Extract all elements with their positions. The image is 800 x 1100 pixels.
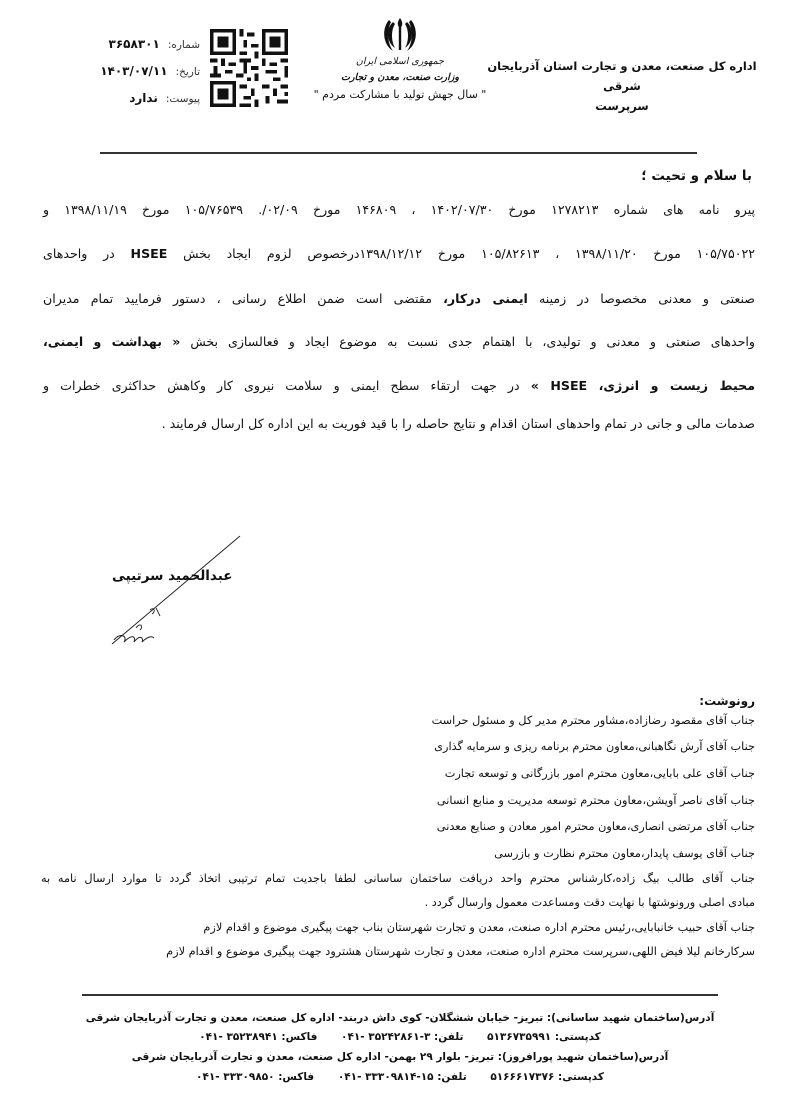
letter-date-value: ۱۴۰۳/۰۷/۱۱ [100, 64, 168, 78]
body-bold-text: محیط زیست و انرژی، HSEE » [530, 378, 755, 393]
body-line [43, 288, 755, 310]
letter-attachment-label: پیوست: [165, 93, 200, 105]
body-line [43, 199, 755, 221]
cc-item: جناب آقای حبیب خانبابایی،رئیس محترم اداره صنعت، معدن و تجارت شهرستان بناب جهت پیگیری موضوع و اقدام لازم [203, 921, 755, 934]
cc-item: جناب آقای علی بابایی،معاون محترم امور بازرگانی و توسعه تجارت [444, 767, 755, 780]
cc-item: مبادی اصلی ورونوشتها با نهایت دقت ومساعدت معمول وارسال گردد . [424, 896, 755, 909]
letter-number-value: ۳۶۵۸۳۰۱ [108, 37, 160, 51]
iran-emblem-icon [383, 14, 417, 54]
body-text: واحدهای صنعتی و معدنی و تولیدی، با اهتمام جدی نسبت به موضوع ایجاد و فعالسازی بخش [180, 334, 756, 349]
footer-address-2: آدرس(ساختمان شهید پورافروز): تبریز- بلوار ۲۹ بهمن- اداره کل صنعت، معدن و تجارت آذربایجان شرقی [131, 1051, 669, 1063]
emblem-country-text: جمهوری اسلامی ایران [355, 56, 445, 67]
body-bold-text: HSEE [130, 246, 168, 261]
cc-item: جناب آقای آرش نگاهبانی،معاون محترم برنامه ریزی و سرمایه گذاری [434, 740, 755, 753]
letter-date-row [60, 64, 200, 86]
body-text: صدمات مالی و جانی در تمام واحدهای استان اقدام و نتایج حاصله را با قید فوریت به این اداره کل ارسال فرمایند . [161, 416, 755, 431]
footer-contact-2 [60, 1068, 740, 1086]
organization-name: اداره کل صنعت، معدن و تجارت استان آذربایجان شرقی [487, 59, 757, 93]
cc-item: جناب آقای یوسف پایدار،معاون محترم نظارت و بازرسی [494, 847, 755, 860]
letter-date-label: تاریخ: [175, 66, 200, 78]
body-line [43, 375, 755, 397]
footer-phone-1: تلفن: ۳-۳۵۲۴۲۸۶۱ -۰۴۱ [341, 1031, 464, 1043]
salutation: با سلام و تحیت ؛ [641, 168, 752, 184]
body-bold-text: « بهداشت و ایمنی، [43, 334, 181, 349]
body-text: ۱۰۵/۷۵۰۲۲ مورخ ۱۳۹۸/۱۱/۲۰ ، ۱۰۵/۸۲۶۱۳ مورخ ۱۳۹۸/۱۲/۱۲درخصوص لزوم ایجاد بخش [167, 246, 755, 261]
letter-number-row [60, 37, 200, 59]
body-line [43, 413, 755, 435]
qr-code-icon [208, 29, 290, 107]
letter-attachment-row [60, 91, 200, 113]
cc-item: جناب آقای ناصر آویشن،معاون محترم توسعه مدیریت و منابع انسانی [436, 794, 755, 807]
body-line [43, 331, 755, 353]
footer-postal-2: کدپستی: ۵۱۶۶۶۱۷۳۷۶ [490, 1071, 604, 1083]
cc-item: جناب آقای طالب بیگ زاده،کارشناس محترم واحد دریافت ساختمان ساسانی لطفا باجدیت تمام ترتیبی اتخاذ گردد تا موارد ارسال نامه به [41, 872, 755, 885]
handwritten-signature [110, 532, 250, 652]
header-divider [100, 152, 697, 154]
letter-attachment-value: ندارد [129, 91, 158, 105]
year-slogan: " سال جهش تولید با مشارکت مردم " [313, 88, 487, 101]
body-text: پیرو نامه های شماره ۱۲۷۸۲۱۳ مورخ ۱۴۰۲/۰۷/۳۰ ، ۱۴۶۸۰۹ مورخ ۰۲/۰۹/. ۱۰۵/۷۶۵۳۹ مورخ ۱۳۹۸/۱۱/۱۹ و [43, 202, 755, 217]
signer-name: عبدالحمید سرتیپی [112, 568, 233, 584]
body-text: در واحدهای [43, 246, 131, 261]
emblem-block [300, 14, 500, 101]
organization-subtitle: سرپرست [595, 99, 649, 113]
letter-number-label: شماره: [167, 39, 200, 51]
footer-contact-1 [60, 1028, 740, 1046]
organization-header [472, 56, 772, 116]
cc-title: رونوشت: [699, 694, 755, 708]
footer-divider [82, 994, 718, 996]
body-bold-text: ایمنی درکار، [443, 291, 528, 306]
footer-fax-2: فاکس: ۳۳۳۰۹۸۵۰ -۰۴۱ [196, 1071, 315, 1083]
emblem-ministry-text: وزارت صنعت، معدن و تجارت [341, 72, 459, 83]
cc-item: جناب آقای مرتضی انصاری،معاون محترم امور معادن و صنایع معدنی [436, 820, 755, 833]
cc-item: جناب آقای مقصود رضازاده،مشاور محترم مدیر کل و مسئول حراست [431, 714, 755, 727]
body-line [43, 243, 755, 265]
cc-item: سرکارخانم لیلا فیض اللهی،سرپرست محترم اداره صنعت، معدن و تجارت شهرستان هشترود جهت پیگیری موضوع و اقدام لازم [166, 945, 755, 958]
body-text: در جهت ارتقاء سطح ایمنی و سلامت نیروی کار وکاهش حداکثری خطرات و [43, 378, 531, 393]
body-text: مقتضی است ضمن اطلاع رسانی ، دستور فرمایید تمام مدیران [43, 291, 444, 306]
footer-postal-1: کدپستی: ۵۱۳۶۷۳۵۹۹۱ [487, 1031, 601, 1043]
footer-fax-1: فاکس: ۳۵۲۳۸۹۴۱ -۰۴۱ [199, 1031, 318, 1043]
body-text: صنعتی و معدنی مخصوصا در زمینه [527, 291, 755, 306]
footer-address-1: آدرس(ساختمان شهید ساسانی): تبریز- خیابان ششگلان- کوی داش دربند- اداره کل صنعت، معدن و تجارت آذربایجان شرقی [85, 1012, 715, 1024]
footer-phone-2: تلفن: ۱۵-۳۳۳۰۹۸۱۴ -۰۴۱ [337, 1071, 467, 1083]
